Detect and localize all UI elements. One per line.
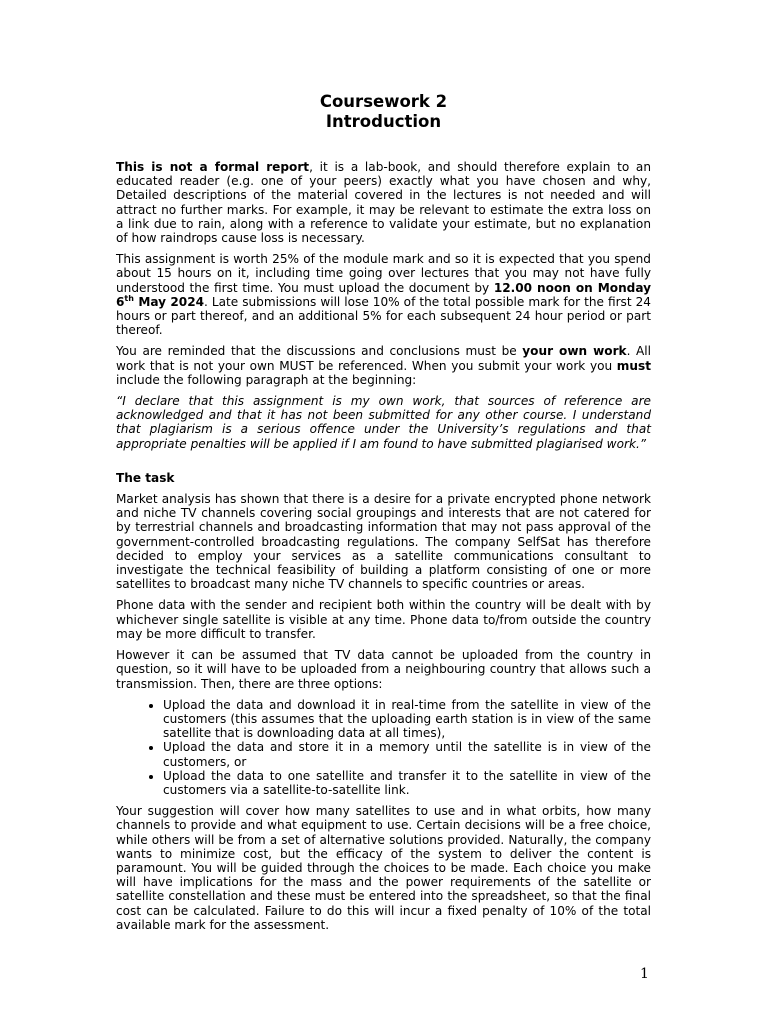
list-item: • Upload the data to one satellite and transfer it to the satellite in view of the customers via a satellite-to-satellite link. (163, 769, 651, 797)
paragraph-lab-book: This is not a formal report, it is a lab-book, and should therefore explain to an educated reader (e.g. one of your peers) exactly what you have chosen and why, Detailed descriptions of the material covered in the lectures is not needed and will attract no further marks. For example, it may be relevant to estimate the extra loss on a link due to rain, along with a reference to validate your estimate, but no explanation of how raindrops cause loss is necessary. (116, 160, 651, 246)
paragraph-own-work: You are reminded that the discussions and conclusions must be your own work. All work that is not your own MUST be referenced. When you submit your work you must include the following paragraph at the beginning: (116, 344, 652, 387)
paragraph-market-analysis: Market analysis has shown that there is a desire for a private encrypted phone network and niche TV channels covering social groupings and interests that are not catered for by terrestrial channels and broadcasting information that may not pass approval of the government-controlled broadcasting regulations. The company SelfSat has therefore decided to employ your services as a satellite communications consultant to investigate the technical feasibility of building a platform consisting of one or more satellites to broadcast many niche TV channels to specific countries or areas. (116, 492, 651, 592)
list-item: • Upload the data and download it in real-time from the satellite in view of the customers (this assumes that the uploading earth station is in view of the same satellite that is downloading data at all times), (163, 698, 651, 741)
page-number: 1 (640, 966, 649, 982)
paragraph-phone-data: Phone data with the sender and recipient both within the country will be dealt with by whichever single satellite is visible at any time. Phone data to/from outside the country may be more difficult to transfer. (116, 598, 651, 641)
title-line-2: Introduction (325, 112, 442, 131)
paragraph-suggestion: Your suggestion will cover how many satellites to use and in what orbits, how many channels to provide and what equipment to use. Certain decisions will be a free choice, while others will be from a set of alternative solutions provided. Naturally, the company wants to minimize cost, but the efficacy of the system to deliver the content is paramount. You will be guided through the choices to be made. Each choice you make will have implications for the mass and the power requirements of the satellite or satellite constellation and these must be entered into the spreadsheet, so that the final cost can be calculated. Failure to do this will incur a fixed penalty of 10% of the total available mark for the assessment. (116, 804, 651, 932)
task-heading: The task (116, 470, 175, 485)
declaration-quote: “I declare that this assignment is my own work, that sources of reference are acknowledged and that it has not been submitted for any other course. I understand that plagiarism is a serious offence under the University’s regulations and that appropriate penalties will be applied if I am found to have submitted plagiarised work.” (116, 394, 651, 451)
document-title (116, 92, 651, 132)
options-list (116, 698, 651, 797)
title-line-1: Coursework 2 (319, 92, 448, 111)
deadline: 12.00 noon on Monday 6th May 2024 (116, 280, 652, 309)
document-page (116, 92, 651, 939)
paragraph-assignment-weight: This assignment is worth 25% of the module mark and so it is expected that you spend about 15 hours on it, including time going over lectures that you may not have fully understood the first time. You must upload the document by 12.00 noon on Monday 6th May 2024. Late submissions will lose 10% of the total possible mark for the first 24 hours or part thereof, and an additional 5% for each subsequent 24 hour period or part thereof. (116, 252, 652, 338)
list-item: • Upload the data and store it in a memory until the satellite is in view of the customers, or (163, 740, 651, 768)
paragraph-tv-upload: However it can be assumed that TV data cannot be uploaded from the country in question, so it will have to be uploaded from a neighbouring country that allows such a transmission. Then, there are three options: (116, 648, 651, 691)
bold-not-formal-report: This is not a formal report (116, 160, 310, 174)
